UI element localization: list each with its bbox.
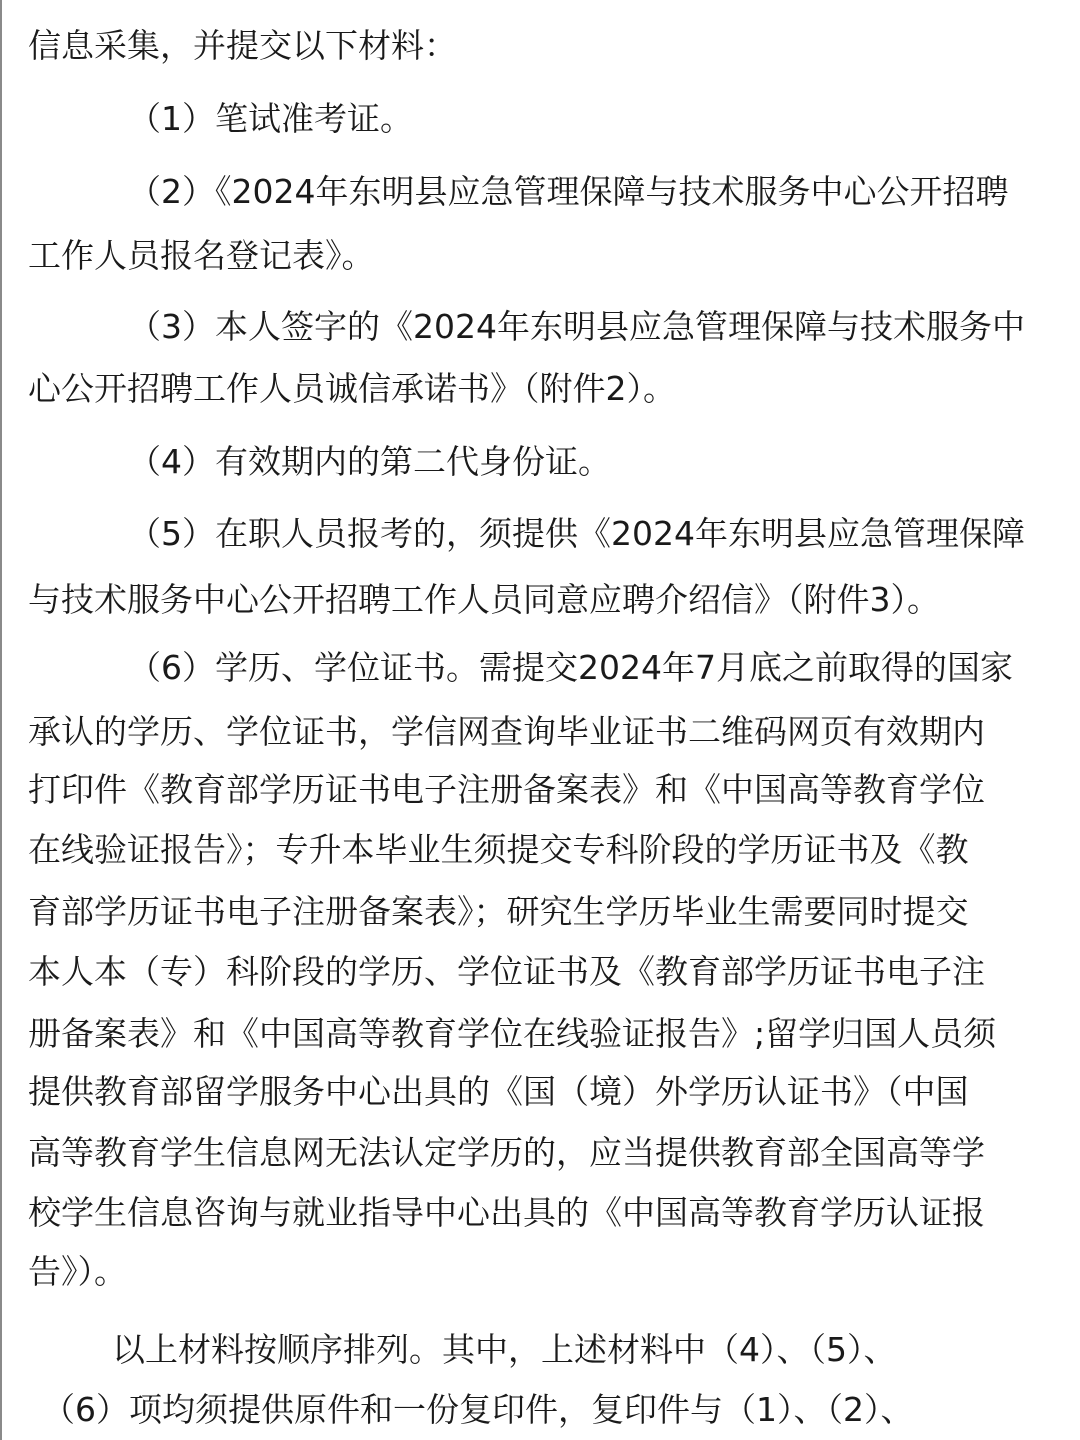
text-line: 本人本（专）科阶段的学历、学位证书及《教育部学历证书电子注 (28, 952, 985, 991)
text-line: 心公开招聘工作人员诚信承诺书》（附件2）。 (28, 369, 676, 408)
text-line: 育部学历证书电子注册备案表》；研究生学历毕业生需要同时提交 (28, 892, 969, 931)
text-line: （2）《2024年东明县应急管理保障与技术服务中心公开招聘 (128, 172, 1009, 211)
text-line: 册备案表》和《中国高等教育学位在线验证报告》;留学归国人员须 (28, 1014, 997, 1053)
text-line: （6）项均须提供原件和一份复印件，复印件与（1）、（2）、 (42, 1390, 914, 1429)
text-line: （6）学历、学位证书。需提交2024年7月底之前取得的国家 (128, 648, 1013, 687)
text-line: （3）本人签字的《2024年东明县应急管理保障与技术服务中 (128, 307, 1025, 346)
text-line: 打印件《教育部学历证书电子注册备案表》和《中国高等教育学位 (28, 770, 985, 809)
text-line: 在线验证报告》；专升本毕业生须提交专科阶段的学历证书及《教 (28, 830, 969, 869)
text-line: 信息采集，并提交以下材料： (28, 26, 457, 65)
page-left-border (0, 0, 2, 1440)
text-line: （4）有效期内的第二代身份证。 (128, 442, 611, 481)
text-line: 与技术服务中心公开招聘工作人员同意应聘介绍信》（附件3）。 (28, 580, 940, 619)
text-line: 承认的学历、学位证书，学信网查询毕业证书二维码网页有效期内 (28, 712, 985, 751)
text-line: 高等教育学生信息网无法认定学历的，应当提供教育部全国高等学 (28, 1133, 985, 1172)
text-line: 以上材料按顺序排列。其中，上述材料中（4）、（5）、 (112, 1330, 897, 1369)
text-line: 校学生信息咨询与就业指导中心出具的《中国高等教育学历认证报 (28, 1193, 985, 1232)
text-line: 提供教育部留学服务中心出具的《国（境）外学历认证书》（中国 (28, 1072, 969, 1111)
text-line: （5）在职人员报考的，须提供《2024年东明县应急管理保障 (128, 514, 1025, 553)
text-line: （1）笔试准考证。 (128, 99, 413, 138)
text-line: 告》）。 (28, 1252, 127, 1291)
text-line: 工作人员报名登记表》。 (28, 236, 375, 275)
